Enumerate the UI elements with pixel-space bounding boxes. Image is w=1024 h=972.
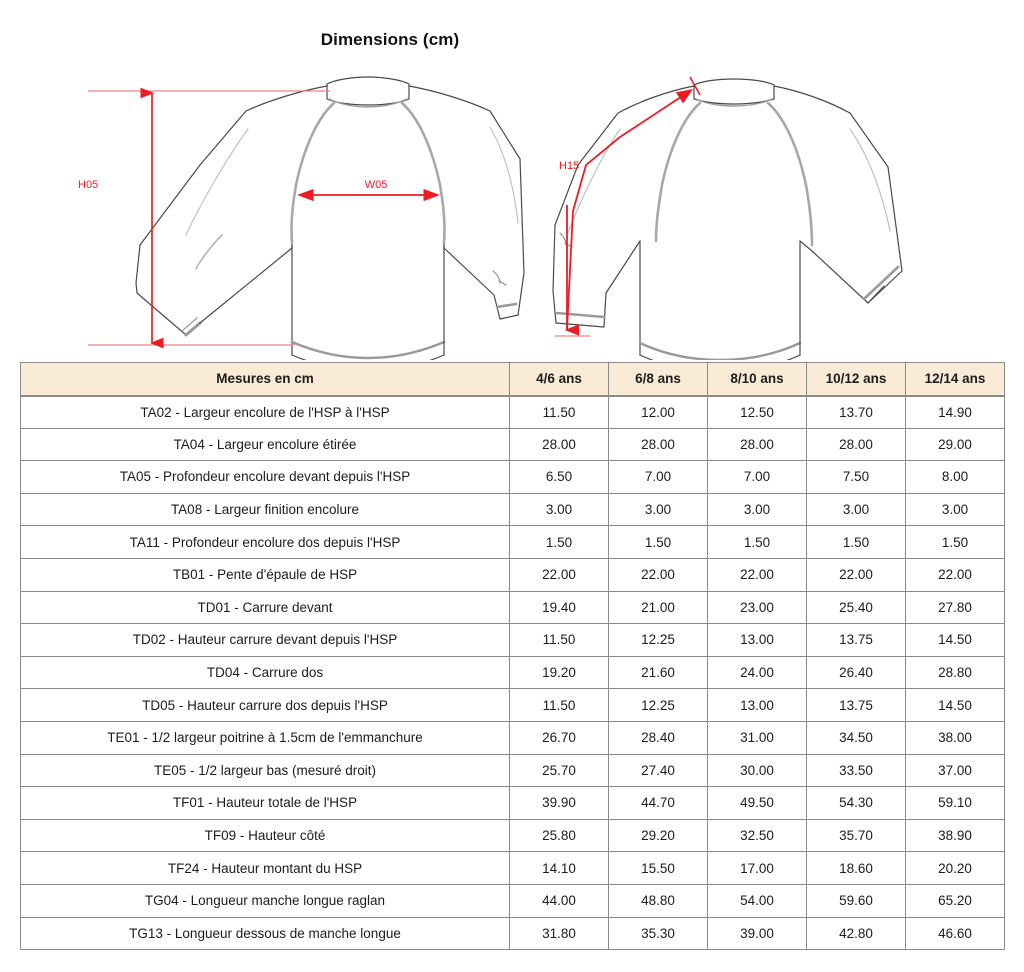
measurement-value: 35.30: [609, 917, 708, 950]
measurement-value: 35.70: [807, 819, 906, 852]
measurement-value: 7.00: [708, 461, 807, 494]
table-row: [21, 428, 1005, 461]
measurement-value: 22.00: [807, 558, 906, 591]
measurement-label: TA05 - Profondeur encolure devant depuis l'HSP: [21, 461, 510, 494]
measurement-value: 65.20: [906, 884, 1005, 917]
measurement-value: 1.50: [906, 526, 1005, 559]
measurement-label: TG04 - Longueur manche longue raglan: [21, 884, 510, 917]
table-row: [21, 787, 1005, 820]
measurement-value: 1.50: [609, 526, 708, 559]
measurement-value: 12.00: [609, 396, 708, 429]
column-header-size-4: 10/12 ans: [807, 363, 906, 396]
column-header-measures: Mesures en cm: [21, 363, 510, 396]
measurement-label: TA11 - Profondeur encolure dos depuis l'HSP: [21, 526, 510, 559]
measurement-label: TG13 - Longueur dessous de manche longue: [21, 917, 510, 950]
dimension-w05: [300, 179, 437, 195]
measurement-value: 3.00: [906, 493, 1005, 526]
measurement-value: 12.25: [609, 689, 708, 722]
h15-label: H15: [559, 160, 580, 172]
measurement-value: 38.00: [906, 721, 1005, 754]
table-row: [21, 461, 1005, 494]
table-row: [21, 721, 1005, 754]
measurement-value: 15.50: [609, 852, 708, 885]
h05-label: H05: [78, 179, 99, 191]
measurement-value: 8.00: [906, 461, 1005, 494]
h15-arrow-upper: [567, 91, 690, 329]
table-header-row: [21, 363, 1005, 396]
measurement-value: 28.80: [906, 656, 1005, 689]
measurement-label: TA02 - Largeur encolure de l'HSP à l'HSP: [21, 396, 510, 429]
table-row: [21, 884, 1005, 917]
measurement-value: 59.60: [807, 884, 906, 917]
measurement-value: 24.00: [708, 656, 807, 689]
measurement-value: 27.40: [609, 754, 708, 787]
table-row: [21, 656, 1005, 689]
measurement-value: 20.20: [906, 852, 1005, 885]
column-header-size-5: 12/14 ans: [906, 363, 1005, 396]
measurement-value: 23.00: [708, 591, 807, 624]
table-row: [21, 493, 1005, 526]
measurement-value: 31.00: [708, 721, 807, 754]
measurement-value: 3.00: [807, 493, 906, 526]
measurement-value: 29.00: [906, 428, 1005, 461]
measurement-value: 30.00: [708, 754, 807, 787]
measurement-value: 39.90: [510, 787, 609, 820]
table-row: [21, 754, 1005, 787]
measurement-value: 18.60: [807, 852, 906, 885]
measurement-value: 38.90: [906, 819, 1005, 852]
measurement-value: 27.80: [906, 591, 1005, 624]
measurement-value: 13.75: [807, 689, 906, 722]
measurement-value: 6.50: [510, 461, 609, 494]
measurement-label: TB01 - Pente d'épaule de HSP: [21, 558, 510, 591]
measurement-value: 26.70: [510, 721, 609, 754]
front-view: [136, 77, 524, 360]
measurement-value: 25.40: [807, 591, 906, 624]
measurement-value: 1.50: [807, 526, 906, 559]
measurement-label: TD01 - Carrure devant: [21, 591, 510, 624]
measurement-value: 7.00: [609, 461, 708, 494]
measurement-value: 19.20: [510, 656, 609, 689]
size-table-container: [20, 362, 1004, 950]
measurement-label: TA04 - Largeur encolure étirée: [21, 428, 510, 461]
collar-back: [694, 79, 774, 104]
measurement-value: 28.00: [807, 428, 906, 461]
measurement-label: TF09 - Hauteur côté: [21, 819, 510, 852]
table-row: [21, 689, 1005, 722]
measurement-value: 28.40: [609, 721, 708, 754]
measurement-value: 39.00: [708, 917, 807, 950]
measurement-value: 29.20: [609, 819, 708, 852]
column-header-size-2: 6/8 ans: [609, 363, 708, 396]
measurement-label: TD05 - Hauteur carrure dos depuis l'HSP: [21, 689, 510, 722]
measurement-value: 13.00: [708, 624, 807, 657]
table-row: [21, 917, 1005, 950]
measurement-value: 19.40: [510, 591, 609, 624]
measurement-value: 44.00: [510, 884, 609, 917]
collar-front: [327, 77, 409, 105]
measurement-value: 22.00: [708, 558, 807, 591]
measurement-value: 31.80: [510, 917, 609, 950]
table-row: [21, 591, 1005, 624]
measurement-value: 17.00: [708, 852, 807, 885]
technical-drawing-area: [0, 55, 1024, 360]
measurement-value: 59.10: [906, 787, 1005, 820]
measurement-value: 12.25: [609, 624, 708, 657]
column-header-size-3: 8/10 ans: [708, 363, 807, 396]
measurement-value: 13.70: [807, 396, 906, 429]
measurement-value: 13.75: [807, 624, 906, 657]
measurement-value: 48.80: [609, 884, 708, 917]
measurement-value: 1.50: [708, 526, 807, 559]
measurement-value: 11.50: [510, 396, 609, 429]
measurement-value: 28.00: [708, 428, 807, 461]
measurement-value: 21.00: [609, 591, 708, 624]
dimension-h15: [555, 77, 700, 336]
measurement-value: 14.50: [906, 689, 1005, 722]
measurement-value: 54.00: [708, 884, 807, 917]
measurement-value: 22.00: [906, 558, 1005, 591]
measurement-value: 21.60: [609, 656, 708, 689]
measurement-value: 3.00: [510, 493, 609, 526]
measurement-value: 42.80: [807, 917, 906, 950]
measurement-value: 28.00: [510, 428, 609, 461]
measurement-value: 1.50: [510, 526, 609, 559]
measurement-value: 37.00: [906, 754, 1005, 787]
measurement-value: 3.00: [708, 493, 807, 526]
measurement-value: 7.50: [807, 461, 906, 494]
measurement-value: 44.70: [609, 787, 708, 820]
table-row: [21, 526, 1005, 559]
table-row: [21, 558, 1005, 591]
measurement-value: 14.50: [906, 624, 1005, 657]
measurement-value: 33.50: [807, 754, 906, 787]
measurement-value: 49.50: [708, 787, 807, 820]
measurement-value: 12.50: [708, 396, 807, 429]
measurement-label: TF24 - Hauteur montant du HSP: [21, 852, 510, 885]
measurement-label: TD02 - Hauteur carrure devant depuis l'HSP: [21, 624, 510, 657]
table-row: [21, 852, 1005, 885]
page-title: Dimensions (cm): [320, 30, 460, 49]
measurement-value: 22.00: [609, 558, 708, 591]
table-body: [21, 396, 1005, 950]
measurement-value: 14.90: [906, 396, 1005, 429]
measurement-value: 54.30: [807, 787, 906, 820]
measurement-value: 25.70: [510, 754, 609, 787]
measurements-table: [20, 362, 1005, 950]
measurement-value: 32.50: [708, 819, 807, 852]
measurement-label: TE05 - 1/2 largeur bas (mesuré droit): [21, 754, 510, 787]
measurement-value: 3.00: [609, 493, 708, 526]
measurement-value: 46.60: [906, 917, 1005, 950]
measurement-value: 11.50: [510, 689, 609, 722]
measurement-label: TD04 - Carrure dos: [21, 656, 510, 689]
table-row: [21, 396, 1005, 429]
table-row: [21, 624, 1005, 657]
column-header-size-1: 4/6 ans: [510, 363, 609, 396]
measurement-value: 34.50: [807, 721, 906, 754]
w05-label: W05: [364, 179, 388, 191]
measurement-value: 14.10: [510, 852, 609, 885]
measurement-label: TA08 - Largeur finition encolure: [21, 493, 510, 526]
measurement-label: TF01 - Hauteur totale de l'HSP: [21, 787, 510, 820]
measurement-value: 26.40: [807, 656, 906, 689]
measurement-value: 28.00: [609, 428, 708, 461]
back-view: [553, 79, 902, 360]
measurement-value: 11.50: [510, 624, 609, 657]
measurement-label: TE01 - 1/2 largeur poitrine à 1.5cm de l'emmanchure: [21, 721, 510, 754]
table-row: [21, 819, 1005, 852]
measurement-value: 22.00: [510, 558, 609, 591]
measurement-value: 25.80: [510, 819, 609, 852]
measurement-value: 13.00: [708, 689, 807, 722]
